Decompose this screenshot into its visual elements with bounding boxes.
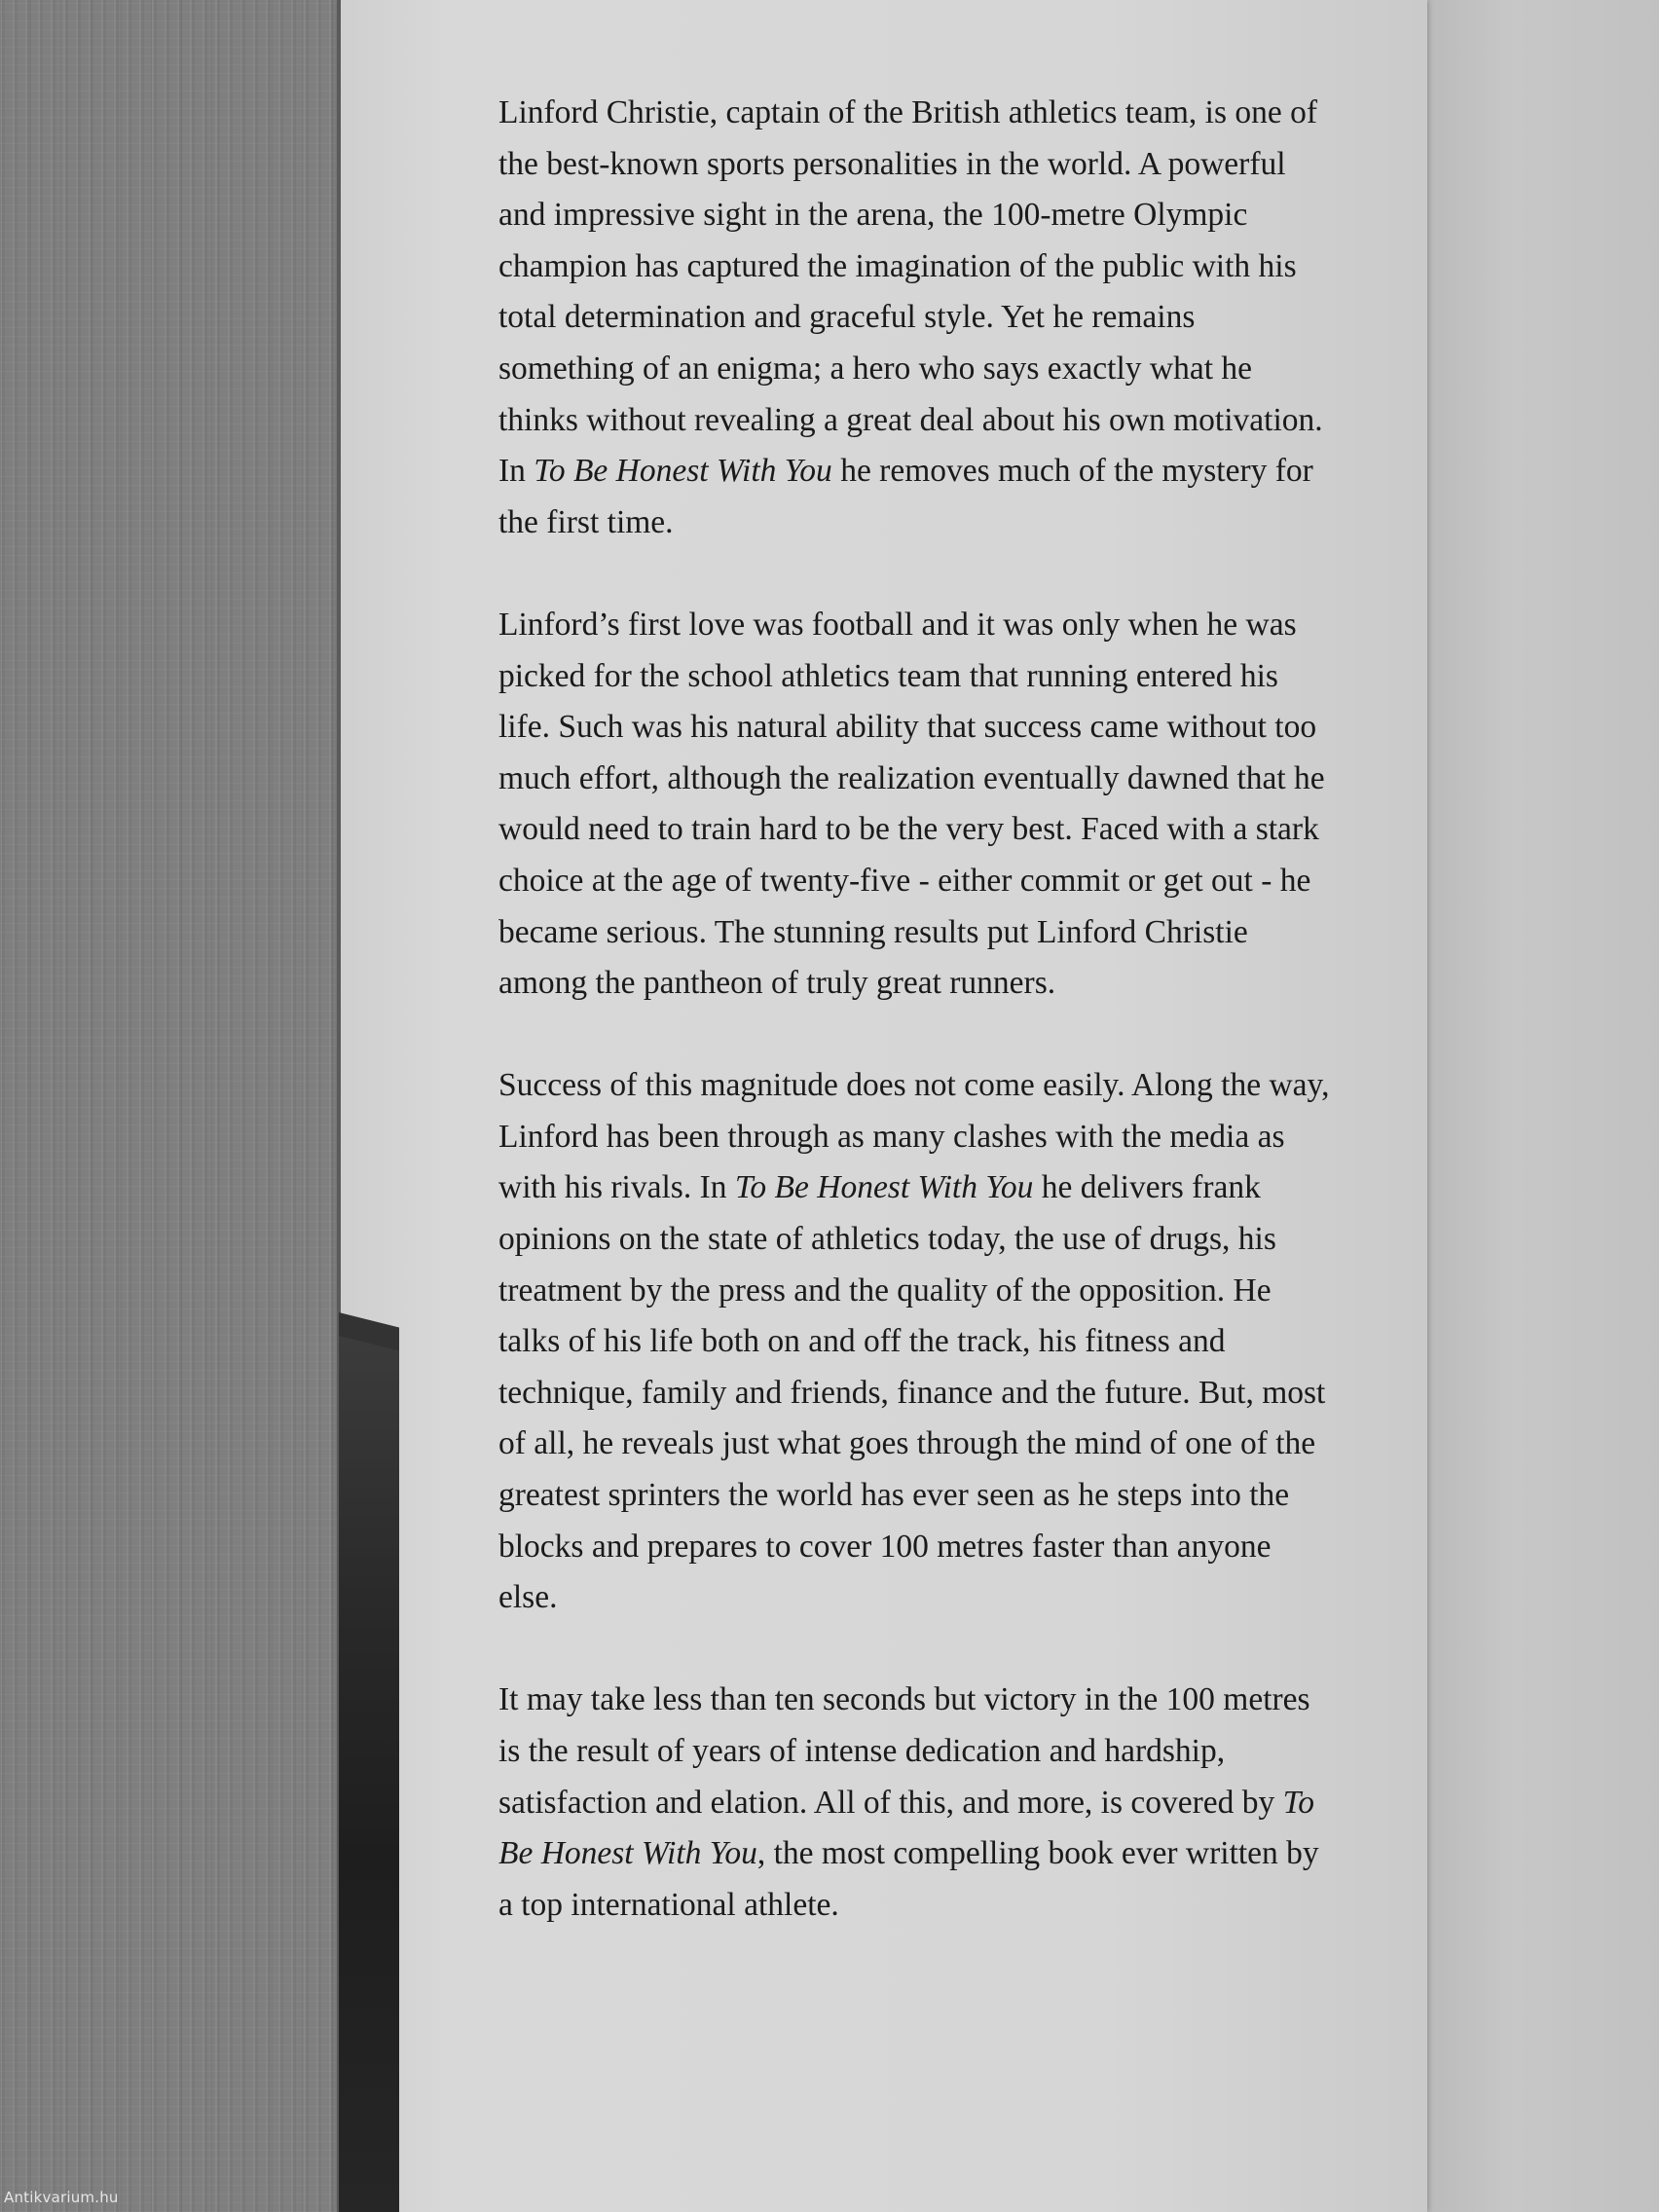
wood-background	[0, 0, 341, 2212]
paragraph-1	[498, 88, 1336, 548]
paragraph-4-text-end: , the most compelling book ever written by a top international athlete.	[498, 1835, 1319, 1923]
right-background	[1417, 0, 1659, 2212]
paragraph-1-text: Linford Christie, captain of the British athletics team, is one of the best-known sports personalities in the world. A powerful and impressive sight in the arena, the 100-metre Olympic champion has captured the imagination of the public with his total determination and graceful style. Yet he remains something of an enigma; a hero who says exactly what he thinks without revealing a great deal about his own motivation. In	[498, 94, 1323, 490]
book-title: To Be Honest With You	[534, 453, 832, 490]
paragraph-4-text: It may take less than ten seconds but victory in the 100 metres is the result of years of intense dedication and hardship, satisfaction and elation. All of this, and more, is covered by	[498, 1681, 1310, 1821]
watermark: Antikvarium.hu	[4, 2189, 119, 2206]
book-title: To Be Honest With You	[734, 1169, 1034, 1206]
cover-photo-strip	[339, 1332, 399, 2212]
paragraph-3-text-end: he delivers frank opinions on the state of athletics today, the use of drugs, his treatment by the press and the quality of the opposition. He talks of his life both on and off the track, his fitness and technique, family and friends, finance and the future. But, most of all, he reveals just what goes through the mind of one of the greatest sprinters the world has ever seen as he steps into the blocks and prepares to cover 100 metres faster than anyone else.	[498, 1169, 1326, 1616]
paragraph-4	[498, 1675, 1336, 1931]
paragraph-2: Linford’s first love was football and it was only when he was picked for the school athletics team that running entered his life. Such was his natural ability that success came without too much effort, although the realization eventually dawned that he would need to train hard to be the very best. Faced with a stark choice at the age of twenty-five - either commit or get out - he became serious. The stunning results put Linford Christie among the pantheon of truly great runners.	[498, 606, 1325, 1002]
paragraph-3-text: Success of this magnitude does not come easily. Along the way, Linford has been through as many clashes with the media as with his rivals. In	[498, 1067, 1330, 1206]
paragraph-3	[498, 1060, 1336, 1624]
paragraph-1-text-end: he removes much of the mystery for the first time.	[498, 453, 1313, 540]
flap-copy	[498, 88, 1336, 1982]
book-title: To Be Honest With You	[498, 1784, 1314, 1872]
